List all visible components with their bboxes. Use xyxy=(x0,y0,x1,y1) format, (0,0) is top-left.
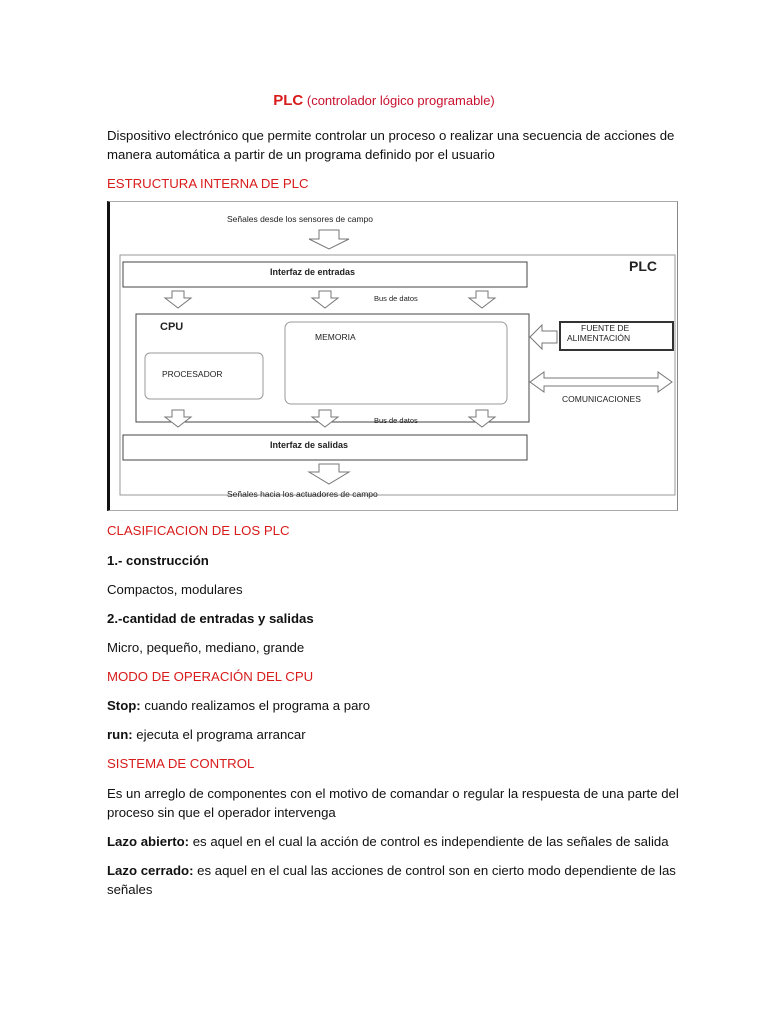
bus-bottom-label: Bus de datos xyxy=(374,416,418,425)
cpu-mode-stop xyxy=(107,696,370,716)
output-interface-label: Interfaz de salidas xyxy=(270,440,349,450)
classification-item1-text: Compactos, modulares xyxy=(107,582,243,597)
title-main: PLC xyxy=(273,92,304,109)
control-system-heading: SISTEMA DE CONTROL xyxy=(107,756,255,771)
open-loop-line xyxy=(107,832,669,852)
arrow-down-icon xyxy=(469,291,495,308)
run-label: run: xyxy=(107,727,133,742)
classification-heading: CLASIFICACION DE LOS PLC xyxy=(107,523,290,538)
run-text: ejecuta el programa arrancar xyxy=(132,727,306,742)
power-supply-label-2: ALIMENTACIÓN xyxy=(567,333,631,343)
input-interface-label: Interfaz de entradas xyxy=(270,267,356,277)
intro-line-2: manera automática a partir de un programa definido por el usuario xyxy=(107,147,495,162)
arrow-down-icon xyxy=(165,291,191,308)
control-system-desc-1: Es un arreglo de componentes con el motivo de comandar o regular la respuesta de una parte del xyxy=(107,786,679,801)
power-supply-label-1: FUENTE DE xyxy=(581,323,630,333)
memory-label: MEMORIA xyxy=(315,332,356,342)
open-loop-label: Lazo abierto: xyxy=(107,834,190,849)
classification-item1-title: 1.- construcción xyxy=(107,553,209,568)
stop-text: cuando realizamos el programa a paro xyxy=(140,698,371,713)
closed-loop-line-2: señales xyxy=(107,882,153,897)
plc-structure-diagram xyxy=(107,201,678,511)
intro-line-1: Dispositivo electrónico que permite controlar un proceso o realizar una secuencia de acciones de xyxy=(107,128,675,143)
cpu-label: CPU xyxy=(160,321,184,333)
closed-loop-line-1 xyxy=(107,861,676,881)
diagram-top-label: Señales desde los sensores de campo xyxy=(227,214,374,224)
arrow-down-icon xyxy=(309,230,349,249)
cpu-mode-heading: MODO DE OPERACIÓN DEL CPU xyxy=(107,669,314,684)
stop-label: Stop: xyxy=(107,698,141,713)
page-title xyxy=(0,92,768,109)
closed-loop-label: Lazo cerrado: xyxy=(107,863,194,878)
arrow-down-icon xyxy=(309,464,349,484)
diagram-plc-label: PLC xyxy=(629,258,657,274)
bus-top-label: Bus de datos xyxy=(374,294,418,303)
cpu-mode-run xyxy=(107,725,306,745)
double-arrow-icon xyxy=(530,372,672,392)
processor-label: PROCESADOR xyxy=(162,369,223,379)
communications-label: COMUNICACIONES xyxy=(562,394,641,404)
arrow-down-icon xyxy=(312,291,338,308)
classification-item2-title: 2.-cantidad de entradas y salidas xyxy=(107,611,314,626)
title-subtitle: (controlador lógico programable) xyxy=(306,93,495,108)
diagram-graphics xyxy=(110,202,677,510)
open-loop-text: es aquel en el cual la acción de control es independiente de las señales de salida xyxy=(189,834,669,849)
diagram-bottom-label: Señales hacia los actuadores de campo xyxy=(227,489,378,499)
arrow-left-icon xyxy=(530,325,557,349)
control-system-desc-2: proceso sin que el operador intervenga xyxy=(107,805,336,820)
closed-loop-text-1: es aquel en el cual las acciones de control son en cierto modo dependiente de las xyxy=(193,863,676,878)
section-structure-heading: ESTRUCTURA INTERNA DE PLC xyxy=(107,176,309,191)
classification-item2-text: Micro, pequeño, mediano, grande xyxy=(107,640,305,655)
